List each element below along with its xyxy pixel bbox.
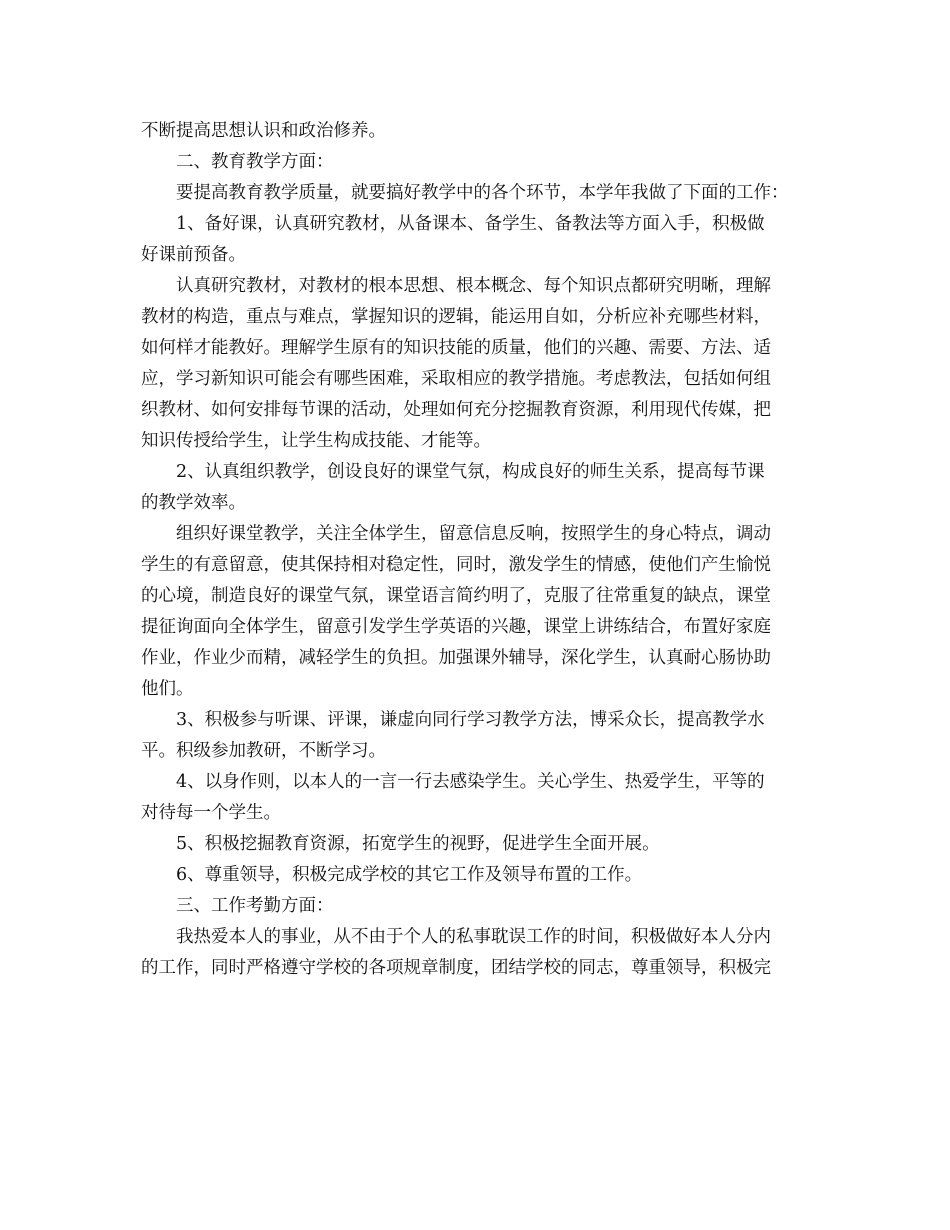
text-line: 的教学效率。 <box>141 493 246 513</box>
text-line: 的心境，制造良好的课堂气氛，课堂语言简约明了，克服了往常重复的缺点，课堂 <box>141 586 771 606</box>
text-line: 5、积极挖掘教育资源，拓宽学生的视野，促进学生全面开展。 <box>176 834 660 854</box>
text-line: 作业，作业少而精，减轻学生的负担。加强课外辅导，深化学生，认真耐心肠协助 <box>141 648 771 668</box>
text-line: 对待每一个学生。 <box>141 803 281 823</box>
text-line: 2、认真组织教学，创设良好的课堂气氛，构成良好的师生关系，提高每节课 <box>176 462 765 482</box>
text-line: 6、尊重领导，积极完成学校的其它工作及领导布置的工作。 <box>176 865 643 885</box>
text-line: 平。积级参加教研，不断学习。 <box>141 741 386 761</box>
text-line: 4、以身作则，以本人的一言一行去感染学生。关心学生、热爱学生，平等的 <box>176 772 765 792</box>
text-line: 3、积极参与听课、评课，谦虚向同行学习教学方法，博采众长，提高教学水 <box>176 710 765 730</box>
section-heading: 二、教育教学方面： <box>176 152 334 172</box>
document-body <box>141 116 813 984</box>
text-line: 1、备好课，认真研究教材，从备课本、备学生、备教法等方面入手，积极做 <box>176 214 765 234</box>
text-line: 应，学习新知识可能会有哪些困难，采取相应的教学措施。考虑教法，包括如何组 <box>141 369 771 389</box>
text-line: 认真研究教材，对教材的根本思想、根本概念、每个知识点都研究明晰，理解 <box>176 276 771 296</box>
text-line: 好课前预备。 <box>141 245 246 265</box>
text-line: 织教材、如何安排每节课的活动，处理如何充分挖掘教育资源，利用现代传媒，把 <box>141 400 771 420</box>
text-line: 知识传授给学生，让学生构成技能、才能等。 <box>141 431 491 451</box>
text-line: 的工作，同时严格遵守学校的各项规章制度，团结学校的同志，尊重领导，积极完 <box>141 958 771 978</box>
section-heading: 三、工作考勤方面： <box>176 896 334 916</box>
text-line: 提征询面向全体学生，留意引发学生学英语的兴趣，课堂上讲练结合，布置好家庭 <box>141 617 771 637</box>
text-line: 如何样才能教好。理解学生原有的知识技能的质量，他们的兴趣、需要、方法、适 <box>141 338 771 358</box>
text-line: 他们。 <box>141 679 194 699</box>
text-line: 我热爱本人的事业，从不由于个人的私事耽误工作的时间，积极做好本人分内 <box>176 927 771 947</box>
text-line: 要提高教育教学质量，就要搞好教学中的各个环节，本学年我做了下面的工作： <box>176 183 789 203</box>
text-line: 组织好课堂教学，关注全体学生，留意信息反响，按照学生的身心特点，调动 <box>176 524 771 544</box>
text-line: 学生的有意留意，使其保持相对稳定性，同时，激发学生的情感，使他们产生愉悦 <box>141 555 771 575</box>
text-line: 教材的构造，重点与难点，掌握知识的逻辑，能运用自如，分析应补充哪些材料， <box>141 307 771 327</box>
text-line: 不断提高思想认识和政治修养。 <box>141 121 386 141</box>
